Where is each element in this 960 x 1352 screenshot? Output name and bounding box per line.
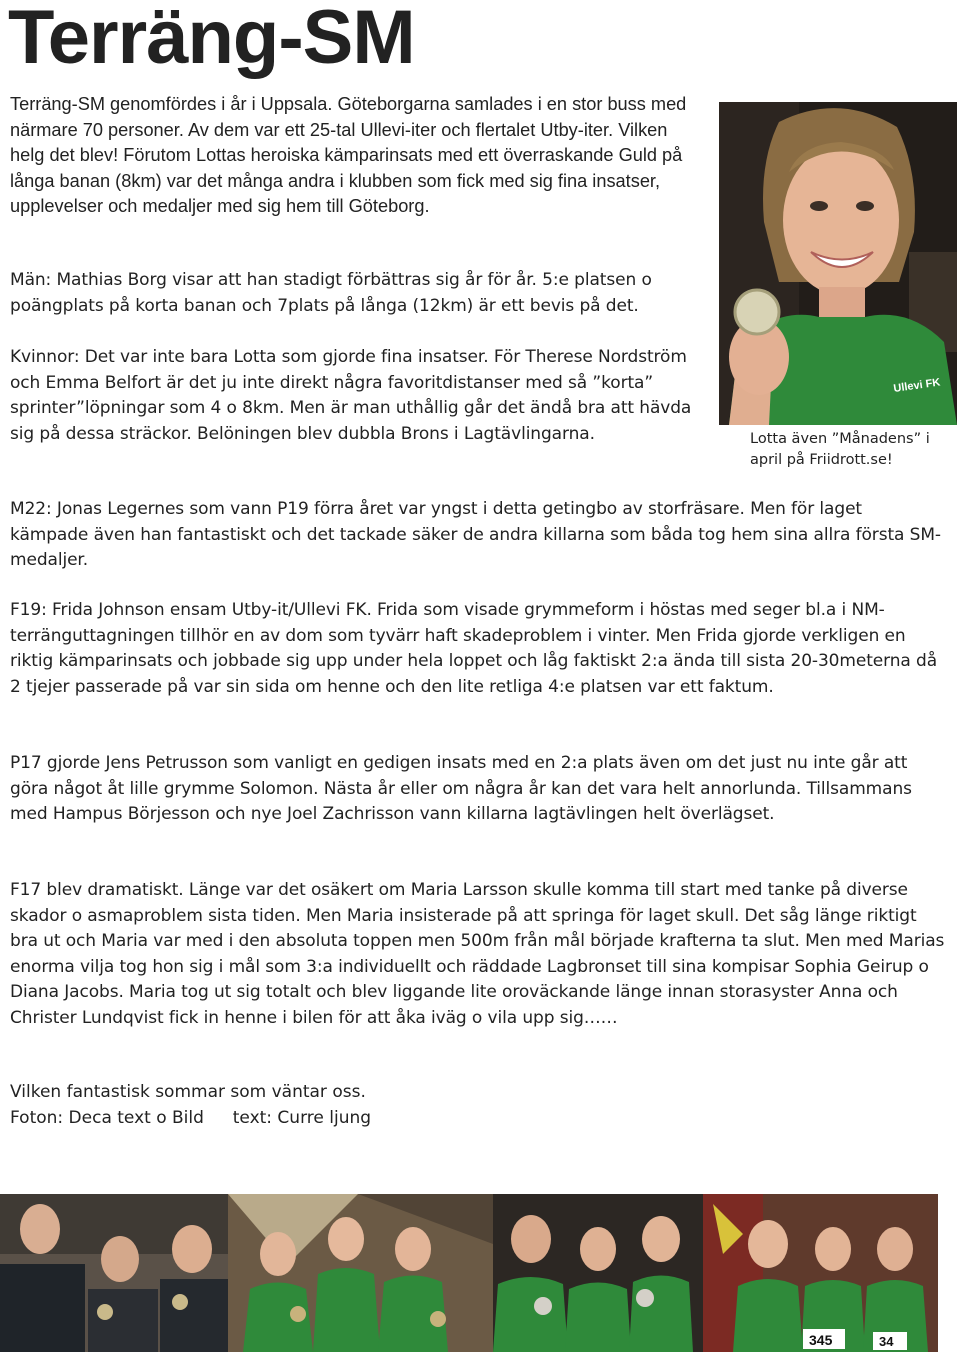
bib-number-1: 345 [809, 1332, 833, 1348]
medal-photo-strip [0, 1194, 938, 1352]
paragraph-m22: M22: Jonas Legernes som vann P19 förra året var yngst i detta getingbo av storfräsare. Men för laget kämpade även han fantastiskt och det tackade säker de andra killarna som båda tog hem sina allra första SM-medaljer. [10, 499, 941, 570]
paragraph-f19: F19: Frida Johnson ensam Utby-it/Ullevi FK. Frida som visade grymmeform i höstas med seger bl.a i NM-terränguttagningen tillhör en av dom som tyvärr haft skadeproblem i vinter. Men Frida gjorde verkligen en riktig kämparinsats och jobbade sig upp under hela loppet och låg faktiskt 2:a ända till sista 20-30meterna då 2 tjejer passerade på var sin sida om henne och den lite retliga 4:e platsen var ett faktum. [10, 600, 938, 697]
intro-paragraph: Terräng-SM genomfördes i år i Uppsala. Göteborgarna samlades i en stor buss med närmare 70 personer. Av dem var ett 25-tal Ullevi-iter och flertalet Utby-iter. Vilken helg det blev! Förutom Lottas heroiska kämparinsats med ett överraskande Guld på långa banan (8km) var det många andra i klubben som fick med sig fina insatser, upplevelser och medaljer med sig hem till Göteborg. [10, 94, 687, 216]
closing-block [10, 1080, 371, 1131]
paragraph-man: Män: Mathias Borg visar att han stadigt förbättras sig år för år. 5:e platsen o poängplats på korta banan och 7plats på långa (12km) är ett bevis på det. [10, 270, 652, 316]
shirt-text: Ullevi FK [892, 376, 942, 395]
text-credit: text: Curre ljung [232, 1107, 372, 1128]
bib-number-2: 34 [879, 1334, 894, 1349]
strip-photo-girls [493, 1194, 703, 1352]
paragraph-f17: F17 blev dramatiskt. Länge var det osäkert om Maria Larsson skulle komma till start med tanke på diverse skador o asmaproblem sista tiden. Men Maria insisterade på att springa för laget skull. Det såg länge riktigt bra ut och Maria var med i den absoluta toppen men 500m från mål började krafterna ta slut. Men med Marias enorma vilja tog hon sig i mål som 3:a individuellt och räddade Lagbronset till sina kompisar Sophia Geirup o Diana Jacobs. Maria tog ut sig totalt och blev liggande lite oroväckande länge innan storasyster Anna och Christer Lundqvist fick in henne i bilen för att åka iväg o vila upp sig…… [10, 880, 945, 1028]
photo-credit: Foton: Deca text o Bild [10, 1107, 204, 1128]
photo-caption: Lotta även ”Månadens” i april på Friidrott.se! [750, 431, 930, 468]
closing-line: Vilken fantastisk sommar som väntar oss. [10, 1082, 366, 1102]
strip-photo-men [0, 1194, 228, 1352]
strip-photo-women [228, 1194, 493, 1352]
lotta-photo [719, 102, 957, 425]
strip-photo-boys [703, 1194, 938, 1352]
paragraph-p17: P17 gjorde Jens Petrusson som vanligt en gedigen insats med en 2:a plats även om det just nu inte går att göra något åt lille grymme Solomon. Nästa år eller om några år kan det vara helt annorlunda. Tillsammans med Hampus Börjesson och nye Joel Zachrisson vann killarna lagtävlingen helt överlägset. [10, 753, 912, 824]
paragraph-kvinnor: Kvinnor: Det var inte bara Lotta som gjorde fina insatser. För Therese Nordström och Emma Belfort är det ju inte direkt några favoritdistanser med så ”korta” sprinter”löpningar som 4 o 8km. Men är man uthållig går det ändå bra att hävda sig på dessa sträckor. Belöningen blev dubbla Brons i Lagtävlingarna. [10, 347, 692, 444]
page-title: Terräng-SM [8, 0, 415, 80]
